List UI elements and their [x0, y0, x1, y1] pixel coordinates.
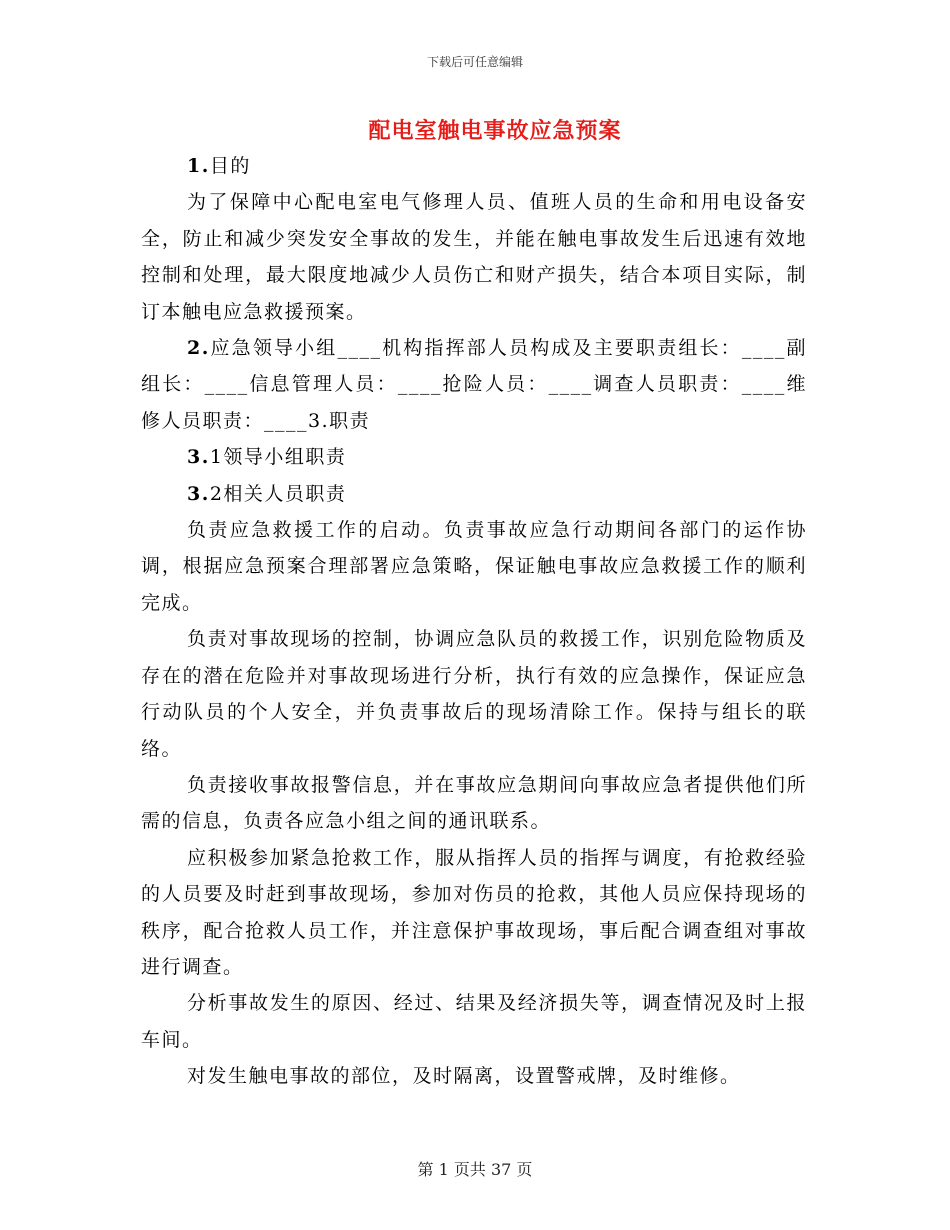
section-heading-3-2 [141, 476, 807, 512]
paragraph: 负责对事故现场的控制，协调应急队员的救援工作，识别危险物质及存在的潜在危险并对事故现场进行分析，执行有效的应急操作，保证应急行动队员的个人安全，并负责事故后的现场清除工作。保持与组长的联络。 [141, 628, 807, 760]
page-header: 下载后可任意编辑 [426, 55, 523, 69]
paragraph: 分析事故发生的原因、经过、结果及经济损失等，调查情况及时上报车间。 [141, 992, 807, 1051]
paragraph: 负责应急救援工作的启动。负责事故应急行动期间各部门的运作协调，根据应急预案合理部署应急策略，保证触电事故应急救援工作的顺利完成。 [141, 519, 807, 614]
section-text: 1领导小组职责 [209, 446, 347, 469]
section-heading-1 [141, 148, 807, 184]
section-heading-3-1 [141, 439, 807, 475]
section-text: 目的 [209, 155, 251, 177]
page-footer: 第 1 页共 37 页 [417, 1160, 533, 1179]
paragraph: 对发生触电事故的部位，及时隔离，设置警戒牌，及时维修。 [187, 1065, 741, 1088]
document-body [141, 148, 807, 1095]
section-heading-2 [141, 330, 807, 439]
section-number: 2. [187, 337, 210, 360]
paragraph: 为了保障中心配电室电气修理人员、值班人员的生命和用电设备安全，防止和减少突发安全事故的发生，并能在触电事故发生后迅速有效地控制和处理，最大限度地减少人员伤亡和财产损失，结合本项目实际，制订本触电应急救援预案。 [141, 191, 807, 323]
section-number: 1. [187, 155, 210, 177]
section-number: 3. [187, 446, 210, 469]
paragraph: 负责接收事故报警信息，并在事故应急期间向事故应急者提供他们所需的信息，负责各应急小组之间的通讯联系。 [141, 773, 807, 833]
section-number: 3. [187, 482, 210, 505]
section-text: 2相关人员职责 [209, 482, 347, 505]
paragraph: 应积极参加紧急抢救工作，服从指挥人员的指挥与调度，有抢救经验的人员要及时赶到事故现场，参加对伤员的抢救，其他人员应保持现场的秩序，配合抢救人员工作，并注意保护事故现场，事后配合调查组对事故进行调查。 [141, 846, 807, 978]
document-title: 配电室触电事故应急预案 [368, 118, 622, 144]
section-text: 应急领导小组____机构指挥部人员构成及主要职责组长：____副组长：____信息管理人员：____抢险人员：____调查人员职责：____维修人员职责：____3.职责 [141, 337, 807, 432]
